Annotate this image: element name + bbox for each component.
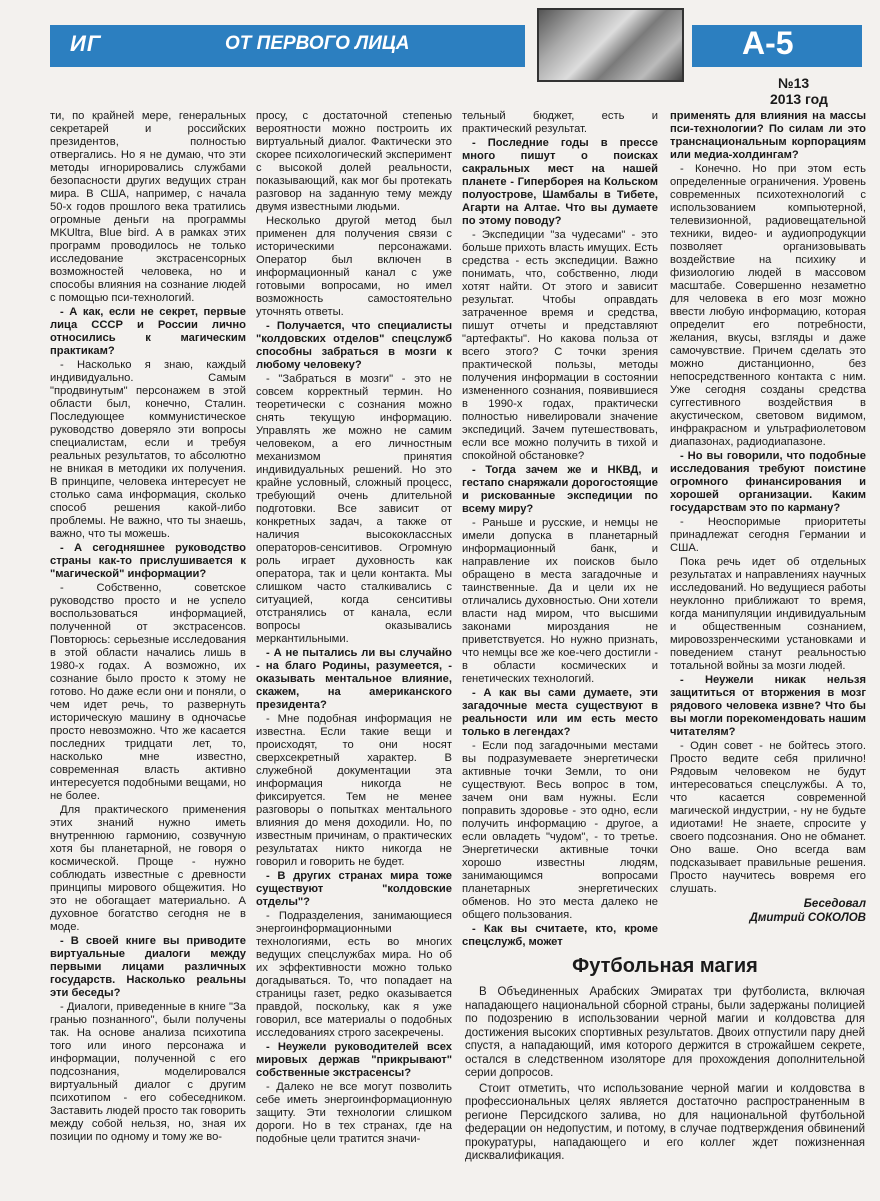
interview-question: - Тогда зачем же и НКВД, и гестапо снаряжали дорогостоящие и рискованные экспедиции по всему миру? bbox=[462, 464, 658, 515]
interview-answer: - Конечно. Но при этом есть определенные ограничения. Уровень современных психотехнологий с использованием компьютерной, телевизионной, радиовещательной техники, видео- и аудиопродукции позволяет организовывать воздействие на психику и физиологию людей в массовом масштабе. Совершенно незаметно для человека в его мозг можно ввести любую информацию, которая определит его потребности, желания, вкусы, взгляды и даже самочувствие. Причем сделать это можно дистанционно, без непосредственного контакта с ним. Уже сегодня созданы средства суггестивного воздействия в акустическом, световом видимом, инфракрасном и ультрафиолетовом диапазонах, радиодиапазоне. bbox=[670, 163, 866, 448]
interview-answer: - Подразделения, занимающиеся энергоинформационными технологиями, есть во многих ведущих спецслужбах мира. Но об их эффективности можно только догадываться. То, что попадает на страницы газет, редко оказывается правдой, поскольку, как я уже говорил, все материалы о подобных исследованиях строго засекречены. bbox=[256, 910, 452, 1039]
page-number: А-5 bbox=[742, 25, 794, 61]
section-title: ОТ ПЕРВОГО ЛИЦА bbox=[225, 33, 410, 54]
issue-year: 2013 год bbox=[770, 91, 828, 107]
interview-answer: - "Забраться в мозги" - это не совсем корректный термин. Но теоретически с сознания можно снять текущую информацию. Управлять же можно не самим человеком, а его личностным механизмом принятия индивидуальных решений. Но это крайне условный, сложный процесс, требующий очень длительной подготовки. Все зависит от конкретных задач, а также от наличия высококлассных операторов-сенситивов. Огромную роль играет духовность как оператора, так и цели контакта. Мы слишком часто сталкивались с ситуацией, когда сенситивы отстранялись от канала, если вопросы оказывались меркантильными. bbox=[256, 373, 452, 645]
interview-answer: - Экспедиции "за чудесами" - это больше прихоть власть имущих. Есть средства - есть экспедиции. Важно понимать, что, собственно, люди хотят найти. От этого и зависит результат. Чтобы оправдать затраченное время и средства, пишут отчеты и представляют "артефакты". Но какова польза от всего этого? С точки зрения практической пользы, методы получения информации в состоянии измененного сознания, появившиеся в 1990-х годах, практически полностью нивелировали значение экспедиций. Зачем путешествовать, если все можно получить в тихой и спокойной обстановке? bbox=[462, 229, 658, 462]
column-2 bbox=[256, 110, 452, 1145]
page-header bbox=[0, 8, 880, 107]
interview-question: - В других странах мира тоже существуют "колдовские отделы"? bbox=[256, 870, 452, 908]
interview-question: - А сегодняшнее руководство страны как-то прислушивается к "магической" информации? bbox=[50, 542, 246, 580]
byline-label: Беседовал bbox=[803, 898, 866, 910]
interview-answer: - Мне подобная информация не известна. Если такие вещи и происходят, то они носят сверхсекретный характер. В служебной документации эта информация никогда не фиксируется. Тем не менее разговоры о попытках ментального влияния до меня доходили. Но, по известным причинам, о практических результатах никто никогда не говорил и говорить не будет. bbox=[256, 713, 452, 868]
interview-question: - А как вы сами думаете, эти загадочные места существуют в реальности или им есть место только в легендах? bbox=[462, 687, 658, 738]
interview-question: - Но вы говорили, что подобные исследования требуют поистине огромного финансирования и хорошей организации. Каким государствам это по карману? bbox=[670, 450, 866, 514]
rubric-label: ИГ bbox=[70, 31, 102, 56]
interview-question: - Последние годы в прессе много пишут о поисках сакральных мест на нашей планете - Гиперборея на Кольском полуострове, Шамбалы в Тибете, Агарти на Алтае. Что вы думаете по этому поводу? bbox=[462, 137, 658, 227]
article-headline: Футбольная магия bbox=[572, 955, 758, 977]
interview-answer: - Диалоги, приведенные в книге "За гранью познанного", были получены так. На основе анализа психотипа того или иного персонажа и информации, полученной с его подсознания, моделировался виртуальный диалог с другим психотипом - его собеседником. Заставить людей просто так говорить между собой нельзя, но, зная их позиции по одному и тому же во- bbox=[50, 1001, 246, 1143]
header-photo bbox=[537, 8, 684, 82]
interview-answer: - Раньше и русские, и немцы не имели допуска в планетарный информационный банк, и направление их поисков было обращено в места загадочные и таинственные. Да и цели их не отличались духовностью. Они хотели власти над миром, что высшими законами мироздания не приветствуется. Но нужно признать, что немцы все же кое-чего достигли - в области космических и генетических технологий. bbox=[462, 517, 658, 685]
interview-question: - Неужели руководителей всех мировых держав "прикрывают" собственные экстрасенсы? bbox=[256, 1041, 452, 1079]
article-paragraph: Стоит отметить, что использование черной магии и колдовства в профессиональных целях является достаточно распространенным в регионе Персидского залива, но для национальной футбольной федерации он недопустим, и потому, в случае подтверждения обвинений прокуратуры, нападающего и его коллег ждет пожизненная дисквалификация. bbox=[465, 1082, 865, 1162]
interview-question: - Получается, что специалисты "колдовских отделов" спецслужб способны забраться в мозги к любому человеку? bbox=[256, 320, 452, 371]
column-4 bbox=[670, 110, 866, 940]
interview-answer: - Собственно, советское руководство просто и не успело воспользоваться информацией, полученной от экстрасенсов. Повторюсь: серьезные исследования в этой области начались лишь в 1980-х годах. А возможно, их сознание было просто к этому не готово. Но даже если они и поняли, о чем идет речь, то развернуть историческую машину в одночасье просто невозможно. Что же касается последних тридцати лет, то, насколько мне известно, современная власть активно интересуется подобными вещами, но не более. bbox=[50, 582, 246, 802]
column-1 bbox=[50, 110, 246, 1143]
interview-question: - А не пытались ли вы случайно - на благо Родины, разумеется, - оказывать ментальное влияние, скажем, на американского президента? bbox=[256, 647, 452, 711]
column-4-body bbox=[670, 110, 866, 896]
issue-number: №13 bbox=[778, 75, 810, 91]
article-paragraph: В Объединенных Арабских Эмиратах три футболиста, включая нападающего национальной сборной страны, были задержаны полицией по подозрению в использовании черной магии и колдовства для достижения высоких спортивных результатов. Двоих отпустили пару дней спустя, а нападающий, имя которого держится в строжайшем секрете, остался в следственном изоляторе для прохождения дополнительной серии допросов. bbox=[465, 986, 865, 1079]
interview-answer: ти, по крайней мере, генеральных секретарей и российских президентов, полностью отвергались. Но я не думаю, что эти методы игнорировались службами безопасности других ведущих стран мира. В США, например, с начала 50-х годов прошлого века тратились огромные деньги на программы MKUltra, Blue bird. А в рамках этих программ проводилось не только исследование экстрасенсорных возможностей человека, но и способы влияния на сознание людей с помощью пси-технологий. bbox=[50, 110, 246, 304]
interview-question: - А как, если не секрет, первые лица СССР и России лично относились к магическим практикам? bbox=[50, 306, 246, 357]
interview-answer: - Если под загадочными местами вы подразумеваете энергетически активные точки Земли, то они существуют. Весь вопрос в том, зачем они вам нужны. Если поправить здоровье - это одно, если получить информацию - другое, а если овладеть "чудом", - то третье. Энергетически активные точки хорошо известны людям, занимающимся вопросами планетарных энергетических обменов. Но это места далеко не общего пользования. bbox=[462, 740, 658, 921]
interview-question: применять для влияния на массы пси-технологии? По силам ли это транснациональным корпорациям или медиа-холдингам? bbox=[670, 110, 866, 161]
column-3 bbox=[462, 110, 658, 948]
interview-question: - Неужели никак нельзя защититься от вторжения в мозг рядового человека извне? Что бы вы могли порекомендовать нашим читателям? bbox=[670, 674, 866, 738]
interview-answer: - Неоспоримые приоритеты принадлежат сегодня Германии и США. bbox=[670, 516, 866, 554]
interview-answer: Несколько другой метод был применен для получения связи с историческими персонажами. Оператор был включен в информационный канал с уже готовыми вопросами, но имел возможность самостоятельно уточнять ответы. bbox=[256, 215, 452, 318]
interview-question: - Как вы считаете, кто, кроме спецслужб, может bbox=[462, 923, 658, 948]
interview-answer: - Далеко не все могут позволить себе иметь энергоинформационную защиту. Эти технологии слишком дороги. Но в тех странах, где на подобные цели тратится значи- bbox=[256, 1081, 452, 1145]
interview-answer: - Насколько я знаю, каждый индивидуально. Самым "продвинутым" персонажем в этой области был, конечно, Сталин. Последующее коммунистическое руководство доверяло эти вопросы специалистам, если и требуя реальных результатов, то абсолютно не вникая в методики их получения. В принципе, человека интересует не столько сама информация, сколько способ решения какой-либо проблемы. Не важно, что ты знаешь, важно, что ты можешь. bbox=[50, 359, 246, 540]
football-article bbox=[465, 955, 865, 1166]
interview-answer: - Один совет - не бойтесь этого. Просто ведите себя прилично! Рядовым человеком не будут интересоваться спецслужбы. А то, что касается современной магической индустрии, - ну не будьте идиотами! Не знаете, спросите у своего подсознания. Оно не обманет. Оно ваше. Оно всегда вам подсказывает правильные решения. Просто научитесь вовремя его слушать. bbox=[670, 740, 866, 895]
interview-answer: Пока речь идет об отдельных результатах и направлениях научных исследований. Но ведущиеся работы неуклонно приближают то время, когда манипуляции индивидуальным и общественным сознанием, мировоззренческими установками и поведением станут реальностью тотальной войны за мозги людей. bbox=[670, 556, 866, 672]
interview-answer: просу, с достаточной степенью вероятности можно построить их виртуальный диалог. Фактически это скорее психологический эксперимент с высокой долей реальности, показывающий, как мог бы протекать разговор на заданную тему между двумя известными людьми. bbox=[256, 110, 452, 213]
interview-answer: Для практического применения этих знаний нужно иметь внутреннюю гармонию, созвучную хотя бы планетарной, не говоря о космической. Проще - нужно соблюдать известные с древности принципы мирового общежития. Но это не обогащает материально. А духовное богатство сегодня не в моде. bbox=[50, 804, 246, 933]
interview-answer: тельный бюджет, есть и практический результат. bbox=[462, 110, 658, 135]
interview-question: - В своей книге вы приводите виртуальные диалоги между первыми лицами различных государств. Насколько реальны эти беседы? bbox=[50, 935, 246, 999]
byline-author: Дмитрий СОКОЛОВ bbox=[749, 912, 866, 924]
